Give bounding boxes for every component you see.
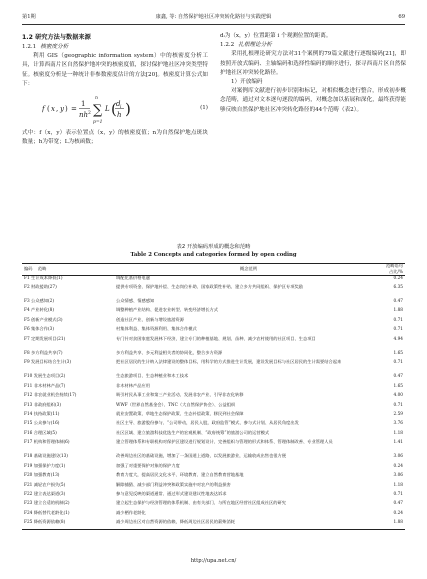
row-code-category — [22, 473, 80, 482]
row-example: 非木材林产品应用 — [116, 383, 151, 389]
open-coding-heading: 1）开放编码 — [231, 79, 263, 85]
row-spacer — [80, 403, 114, 412]
row-code-category — [22, 318, 80, 327]
row-spacer — [80, 464, 114, 473]
row-frequency: 0.24 — [393, 510, 403, 516]
row-example: 吸引村民从事工业和第三产业活动、发展非农产业、引导非农化转移 — [116, 393, 244, 399]
left-column — [22, 32, 208, 147]
row-category: 生计成本降低(1) — [31, 276, 63, 281]
table-row — [22, 511, 405, 520]
svg-text:(: ( — [111, 100, 117, 118]
row-frequency: 0.71 — [393, 491, 403, 497]
row-code-category — [22, 384, 80, 393]
row-spacer — [80, 276, 114, 285]
row-frequency: 1.41 — [393, 440, 403, 446]
row-example: 减少栖作老龄化 — [116, 510, 146, 516]
subsection-label: 核密度分析 — [40, 44, 69, 50]
row-example: 村集体利益、集体资源利用、集体合作模式 — [116, 327, 197, 333]
row-category: 非木材林产品(7) — [33, 383, 66, 389]
right-column — [220, 32, 406, 115]
row-code: F19 — [24, 463, 33, 469]
row-category: 集体合作(3) — [31, 327, 55, 333]
row-frequency: 0.71 — [393, 402, 403, 408]
row-spacer — [80, 431, 114, 440]
subsection-number: 1.2.1 — [22, 44, 37, 50]
row-spacer — [80, 412, 114, 421]
row-frequency: 1.18 — [393, 482, 403, 488]
row-code: F25 — [24, 520, 33, 526]
header-rule — [22, 24, 405, 25]
row-code-category — [22, 492, 80, 501]
header-frequency: 范畴语句 占比/% — [383, 264, 405, 276]
section-title: 1.2 研究方法与数据来源 — [22, 34, 91, 41]
row-frequency: 3.76 — [393, 421, 403, 427]
row-category: 多方利益共享(7) — [31, 350, 63, 356]
row-code-category — [22, 483, 80, 492]
formula-graphic — [42, 91, 172, 127]
table-row — [22, 318, 405, 327]
row-example: 解除捕猎、减少部门利益冲突和政策实施中对农户的利益损害 — [116, 482, 231, 488]
row-frequency: 3.06 — [393, 454, 403, 460]
subsection-title-2 — [220, 41, 406, 50]
row-code: F21 — [24, 482, 33, 488]
table-header-row — [22, 264, 405, 276]
open-coding-table — [22, 263, 405, 530]
row-frequency: 6.35 — [393, 284, 403, 290]
table-row — [22, 337, 405, 351]
row-code: F12 — [24, 393, 33, 399]
table-row — [22, 473, 405, 482]
row-spacer — [80, 351, 114, 360]
row-example: 提供专项资金、保护地补偿、生态岗位补助、国家政策性补贴、建立多方共同组织、保护区专项奖励 — [116, 284, 304, 290]
svg-text:L: L — [105, 105, 110, 113]
table-row — [22, 464, 405, 473]
row-spacer — [80, 360, 114, 374]
row-spacer — [80, 308, 114, 317]
table-row — [22, 454, 405, 463]
row-code-category — [22, 276, 80, 285]
row-category: 非农就业机会持续(17) — [33, 393, 77, 399]
row-frequency: 4.00 — [393, 393, 403, 399]
row-code: F7 — [24, 336, 30, 342]
row-category: 财政援助(27) — [31, 284, 57, 290]
table-row — [22, 285, 405, 299]
row-category: 创新产业模式(3) — [31, 317, 63, 323]
row-category: 产业转化(8) — [31, 308, 55, 314]
method-paragraph: 利用 GIS（geographic information system）中的核密度分析工具，计算西南片区自然保护地冲突的核密度值，探讨保护地社区冲突类型特征。核密度分析是一种统计非参数密度估计的方法[20]。核密度计算公式如下： — [22, 53, 208, 87]
row-frequency: 0.71 — [393, 360, 403, 366]
row-category: 扶持政策(11) — [33, 411, 60, 417]
row-frequency: 0.47 — [393, 501, 403, 507]
row-category: 发展生态项目(2) — [33, 374, 66, 380]
svg-text:): ) — [125, 100, 131, 118]
row-code-category — [22, 520, 80, 529]
svg-text:,: , — [56, 105, 59, 113]
row-example: 建立管理体系和专职机构对保护区建设进行规划设计、完善组织与管理的形式和体系、管理体制改善、专业管理人员 — [116, 440, 333, 446]
row-code: F24 — [24, 510, 33, 516]
row-code: F15 — [24, 421, 33, 427]
row-code: F4 — [24, 308, 30, 314]
row-code-category — [22, 285, 80, 299]
row-code-category — [22, 431, 80, 440]
row-frequency: 0.24 — [393, 276, 403, 281]
running-header — [22, 11, 405, 23]
grounded-theory-paragraph: 采用扎根理论研究方法对31个案例的79篇文献进行逐级编码[21]，即按照开放式编码、主轴编码和选择性编码的顺序进行，探寻西南片区自然保护地社区冲突转化路径。 — [220, 51, 406, 76]
row-code: F18 — [24, 454, 33, 460]
row-spacer — [80, 492, 114, 501]
kernel-density-formula — [22, 91, 208, 127]
row-example: 就业安置政策、草地生态保护政策、生态补偿政策、移民到社会保障 — [116, 411, 244, 417]
row-frequency: 0.47 — [393, 299, 403, 305]
row-code-category — [22, 360, 80, 374]
row-example: 生态旅游项目、生态种植业和木工技术 — [116, 374, 189, 380]
row-spacer — [80, 473, 114, 482]
row-example: 参与意见反映的渠道通常、通过形式建设建议性地表达诉求 — [116, 491, 227, 497]
row-code-category — [22, 501, 80, 510]
svg-text:y: y — [60, 105, 64, 113]
row-spacer — [80, 501, 114, 510]
table-row — [22, 327, 405, 336]
table-row — [22, 440, 405, 454]
row-category: 定期发展项目(21) — [31, 336, 66, 342]
row-spacer — [80, 393, 114, 402]
row-code-category — [22, 327, 80, 336]
table-row — [22, 501, 405, 510]
row-code: F1 — [24, 276, 30, 281]
formula-explanation: 式中：f（x，y）表示位置点（x，y）的核密度值；n为自然保护地点斑块数量；h为带宽；L为核函数； — [22, 130, 208, 146]
row-frequency: 2.59 — [393, 411, 403, 417]
row-spacer — [80, 285, 114, 299]
row-code-category — [22, 374, 80, 383]
row-example: 社区主导、旅游股份参与、“公司带动，居民入股，政府监管”模式、参与式计划、从居民角度出发 — [116, 421, 299, 427]
row-frequency: 4.94 — [393, 336, 403, 342]
footer-url: http://upa.net.cn/ — [190, 558, 237, 564]
svg-text:n: n — [95, 96, 98, 101]
table-row — [22, 421, 405, 430]
equation-number: (1) — [200, 105, 208, 111]
table-row — [22, 276, 405, 285]
row-code: F5 — [24, 317, 30, 323]
row-category: 降低资源依赖(8) — [33, 520, 66, 526]
svg-text:=: = — [71, 105, 77, 113]
row-code-category — [22, 337, 80, 351]
row-spacer — [80, 520, 114, 529]
row-code: F14 — [24, 411, 33, 417]
page-number: 69 — [398, 14, 405, 20]
row-code-category — [22, 454, 80, 463]
row-example: 教育力度大，提高居民文化水平、环境教育、建立自然教育营地基地 — [116, 473, 244, 479]
subsection-label-2: 扎根理论分析 — [238, 42, 272, 49]
row-code-category — [22, 511, 80, 520]
svg-text:): ) — [65, 105, 68, 113]
table-row — [22, 492, 405, 501]
row-code-category — [22, 440, 80, 454]
row-spacer — [80, 511, 114, 520]
svg-text:d: d — [116, 100, 121, 108]
row-code: F13 — [24, 402, 33, 408]
header-spacer — [80, 264, 114, 276]
svg-text:2: 2 — [88, 111, 91, 116]
row-example: 改善周边社区的基础设施，增加了一条国道上道路，以发展旅游业，运输收成出售也很方便 — [116, 454, 287, 460]
svg-text:i: i — [120, 105, 122, 110]
row-code: F11 — [24, 383, 33, 389]
row-code: F10 — [24, 374, 33, 380]
svg-text:h: h — [117, 111, 122, 119]
row-code-category — [22, 308, 80, 317]
row-code: F20 — [24, 473, 33, 479]
row-spacer — [80, 299, 114, 308]
row-spacer — [80, 318, 114, 327]
row-category: 发展目标结合生计(3) — [31, 360, 72, 366]
table-row — [22, 360, 405, 374]
row-example: 把社区居民的生计纳入法律建设的整体目标，用科学的方式推进生计发展，建设发展目标与社区居民的生计需要结合起来 — [116, 360, 342, 366]
svg-text:f: f — [42, 105, 45, 113]
row-code: F8 — [24, 350, 30, 356]
header-example: 概念范例 — [114, 264, 383, 276]
row-frequency: 0.71 — [393, 317, 403, 323]
svg-text:1: 1 — [81, 100, 86, 108]
row-category: 公众参与(16) — [33, 421, 60, 427]
row-category: 建立合适的机制(2) — [33, 501, 70, 507]
row-code: F16 — [24, 430, 33, 436]
row-category: 降低替代老龄化(1) — [33, 510, 70, 516]
row-code-category — [22, 412, 80, 421]
svg-text:x: x — [51, 105, 55, 113]
row-spacer — [80, 327, 114, 336]
row-example: 多方利益共享、多元利益相关者的协同化，整合多方资源 — [116, 350, 223, 356]
row-code: F3 — [24, 299, 30, 305]
table-caption-cn: 表2 开放编码形成的概念和范畴 — [176, 244, 251, 250]
table-row — [22, 483, 405, 492]
row-frequency: 1.65 — [393, 383, 403, 389]
row-category: 建立表达渠道(3) — [33, 491, 66, 497]
row-category: 加强教育(13) — [33, 473, 60, 479]
svg-text:p=1: p=1 — [93, 120, 103, 125]
row-code: F6 — [24, 327, 30, 333]
row-category: 机构和管理体制(6) — [33, 440, 70, 446]
row-code-category — [22, 351, 80, 360]
table-row — [22, 308, 405, 317]
row-spacer — [80, 440, 114, 454]
row-category: 非政府组织(3) — [33, 402, 61, 408]
row-frequency: 1.88 — [383, 520, 405, 529]
svg-text:∑: ∑ — [93, 103, 103, 118]
table-row — [22, 384, 405, 393]
table-row — [22, 412, 405, 421]
row-code: F9 — [24, 360, 30, 366]
row-code: F22 — [24, 491, 33, 497]
row-code: F23 — [24, 501, 33, 507]
svg-text:(: ( — [47, 105, 50, 113]
running-head-title: 康鑫, 等: 自然保护地社区冲突转化路径与实践逻辑 — [155, 14, 272, 20]
table-body — [22, 276, 405, 530]
row-spacer — [80, 384, 114, 393]
row-frequency: 0.71 — [393, 327, 403, 333]
table-caption-en: Table 2 Concepts and categories formed by open coding — [130, 252, 297, 258]
row-spacer — [80, 337, 114, 351]
table-row — [22, 520, 405, 529]
header-code: 编码 范畴 — [22, 264, 80, 276]
row-spacer — [80, 454, 114, 463]
row-code-category — [22, 403, 80, 412]
formula-continuation: dᵢ为（x，y）位置距第 i 个观测位置的距离。 — [220, 33, 332, 39]
row-example: 社区区域、建立旅游科技优选生产的宏观机制、“政府统筹”的旅游公司的运营模式 — [116, 430, 270, 436]
row-code-category — [22, 464, 80, 473]
row-example: 加强了对重要保护对象的保护力度 — [116, 463, 180, 469]
row-example: 创造社区产业、创新与增设旅游资源 — [116, 317, 185, 323]
row-example: 公众情感、情感感知 — [116, 299, 155, 305]
row-example: 建立起生态保护与经济管理的体系机制、由有关部门、与所在地区经营社区组成社区的研究 — [116, 501, 287, 507]
row-spacer — [80, 483, 114, 492]
row-example: 调整种植产业结构、促进农业转型、转变经济增长方式 — [116, 308, 219, 314]
row-example: 专门针对贫困家庭发展林下经济，建立专门的种植基地、规划、苗种、减少农村使用的社区项目、生态项目 — [116, 336, 316, 342]
row-example: WWF（世界自然基金会）、TNC（大自然保护协会）、公益组织 — [116, 402, 236, 408]
row-category: 基础设施建设(13) — [33, 454, 68, 460]
row-frequency: 1.65 — [393, 350, 403, 356]
table-row — [22, 403, 405, 412]
subsection-number-2: 1.2.2 — [220, 42, 235, 49]
row-example: 减少周边社区对自然资源的依赖，降低周边社区居民的薪柴消耗 — [114, 520, 383, 529]
subsection-title — [22, 43, 208, 52]
open-coding-paragraph: 对案例库文献进行初步识别和标记，对相似概念进行整合，形成初步概念范畴，通过对文本逐句逐段的编码，对概念加以拓展和深化，最终获得能够反映自然保护地社区冲突转化路径的44个范畴（表2）。 — [220, 88, 406, 113]
table-row — [22, 431, 405, 440]
row-frequency: 0.24 — [393, 463, 403, 469]
row-spacer — [80, 421, 114, 430]
table-row — [22, 374, 405, 383]
row-code: F17 — [24, 440, 33, 446]
row-code: F2 — [24, 284, 30, 290]
row-category: 加强保护力度(1) — [33, 463, 66, 469]
row-spacer — [80, 374, 114, 383]
row-category: 公众感知(2) — [31, 299, 55, 305]
issue-number: 第1期 — [22, 14, 36, 20]
table-row — [22, 351, 405, 360]
row-code-category — [22, 393, 80, 402]
row-frequency: 0.47 — [393, 374, 403, 380]
table-row — [22, 393, 405, 402]
svg-text:nh: nh — [79, 111, 89, 119]
row-example: 调配化基价格电逾 — [116, 276, 151, 281]
row-frequency: 1.18 — [393, 430, 403, 436]
row-frequency: 1.88 — [393, 308, 403, 314]
row-frequency: 3.06 — [393, 473, 403, 479]
row-category: 合理区域(5) — [33, 430, 57, 436]
row-code-category — [22, 421, 80, 430]
row-category: 减轻农户损失(5) — [33, 482, 66, 488]
